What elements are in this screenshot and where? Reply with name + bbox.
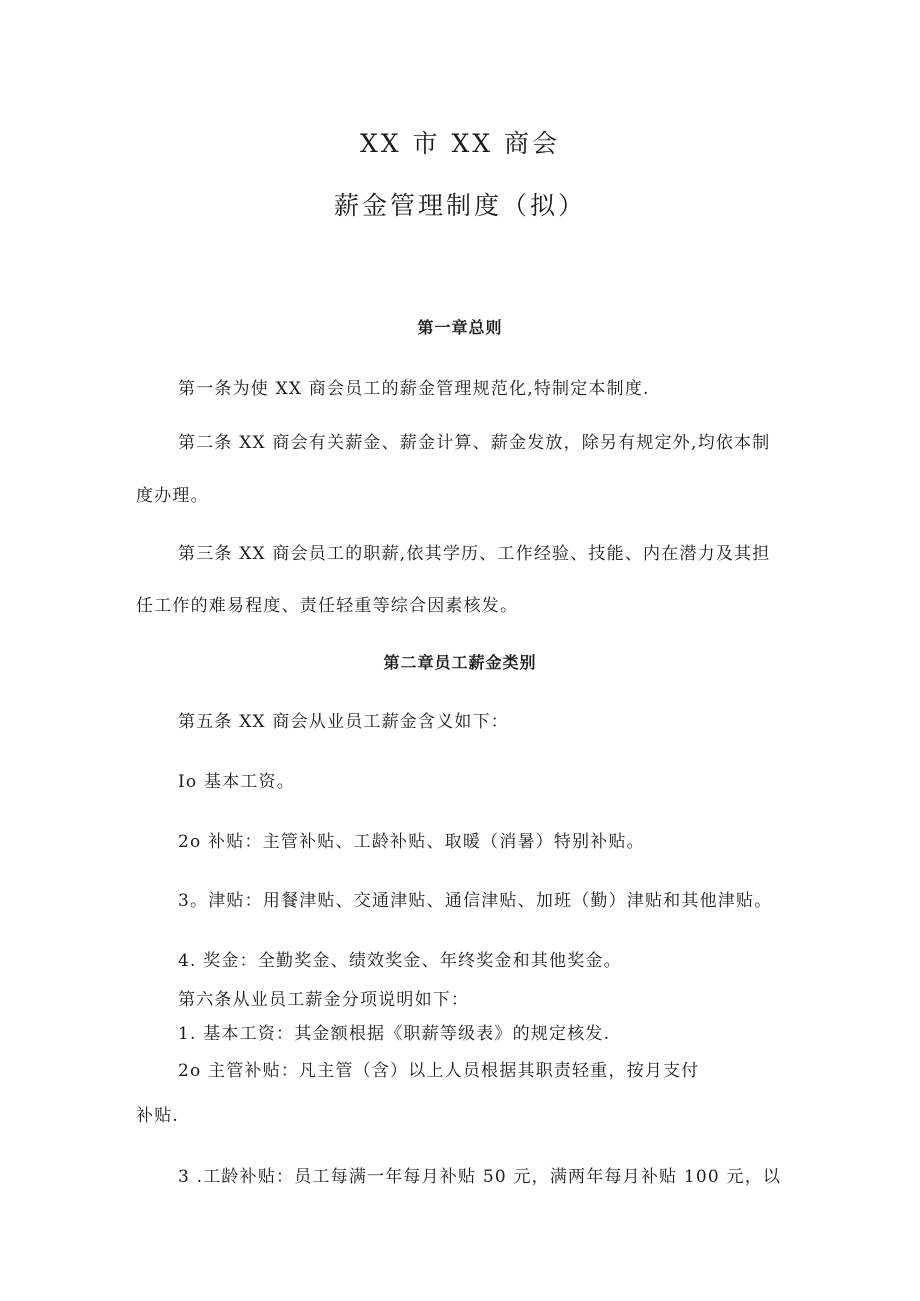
article-3-line-1: 第三条 XX 商会员工的职薪,依其学历、工作经验、技能、内在潜力及其担 bbox=[178, 544, 771, 564]
article-3-line-2: 任工作的难易程度、责任轻重等综合因素核发。 bbox=[136, 596, 519, 616]
chapter-2-heading: 第二章员工薪金类别 bbox=[383, 653, 537, 672]
sub-item-1: 1. 基本工资：其金额根据《职薪等级表》的规定核发. bbox=[178, 1024, 611, 1044]
sub-item-2-line-2: 补贴. bbox=[136, 1106, 180, 1126]
article-1: 第一条为使 XX 商会员工的薪金管理规范化,特制定本制度. bbox=[178, 379, 650, 399]
document-title-org: XX 市 XX 商会 bbox=[359, 129, 561, 158]
article-5: 第五条 XX 商会从业员工薪金含义如下： bbox=[178, 712, 510, 732]
document-title: 薪金管理制度（拟） bbox=[333, 191, 586, 220]
list-item-3: 3。津贴：用餐津贴、交通津贴、通信津贴、加班（勤）津贴和其他津贴。 bbox=[178, 891, 773, 911]
list-item-2: 2o 补贴：主管补贴、工龄补贴、取暖（消暑）特别补贴。 bbox=[178, 832, 645, 852]
article-2-line-2: 度办理。 bbox=[136, 486, 209, 506]
list-item-1: Io 基本工资。 bbox=[178, 772, 295, 792]
sub-item-2-line-1: 2o 主管补贴：凡主管（含）以上人员根据其职责轻重，按月支付 bbox=[178, 1061, 700, 1081]
chapter-1-heading: 第一章总则 bbox=[417, 318, 503, 337]
article-2-line-1: 第二条 XX 商会有关薪金、薪金计算、薪金发放，除另有规定外,均依本制 bbox=[178, 433, 771, 453]
list-item-4: 4. 奖金：全勤奖金、绩效奖金、年终奖金和其他奖金。 bbox=[178, 951, 622, 971]
article-6: 第六条从业员工薪金分项说明如下： bbox=[178, 990, 470, 1010]
sub-item-3: 3 .工龄补贴：员工每满一年每月补贴 50 元，满两年每月补贴 100 元，以 bbox=[178, 1167, 782, 1187]
